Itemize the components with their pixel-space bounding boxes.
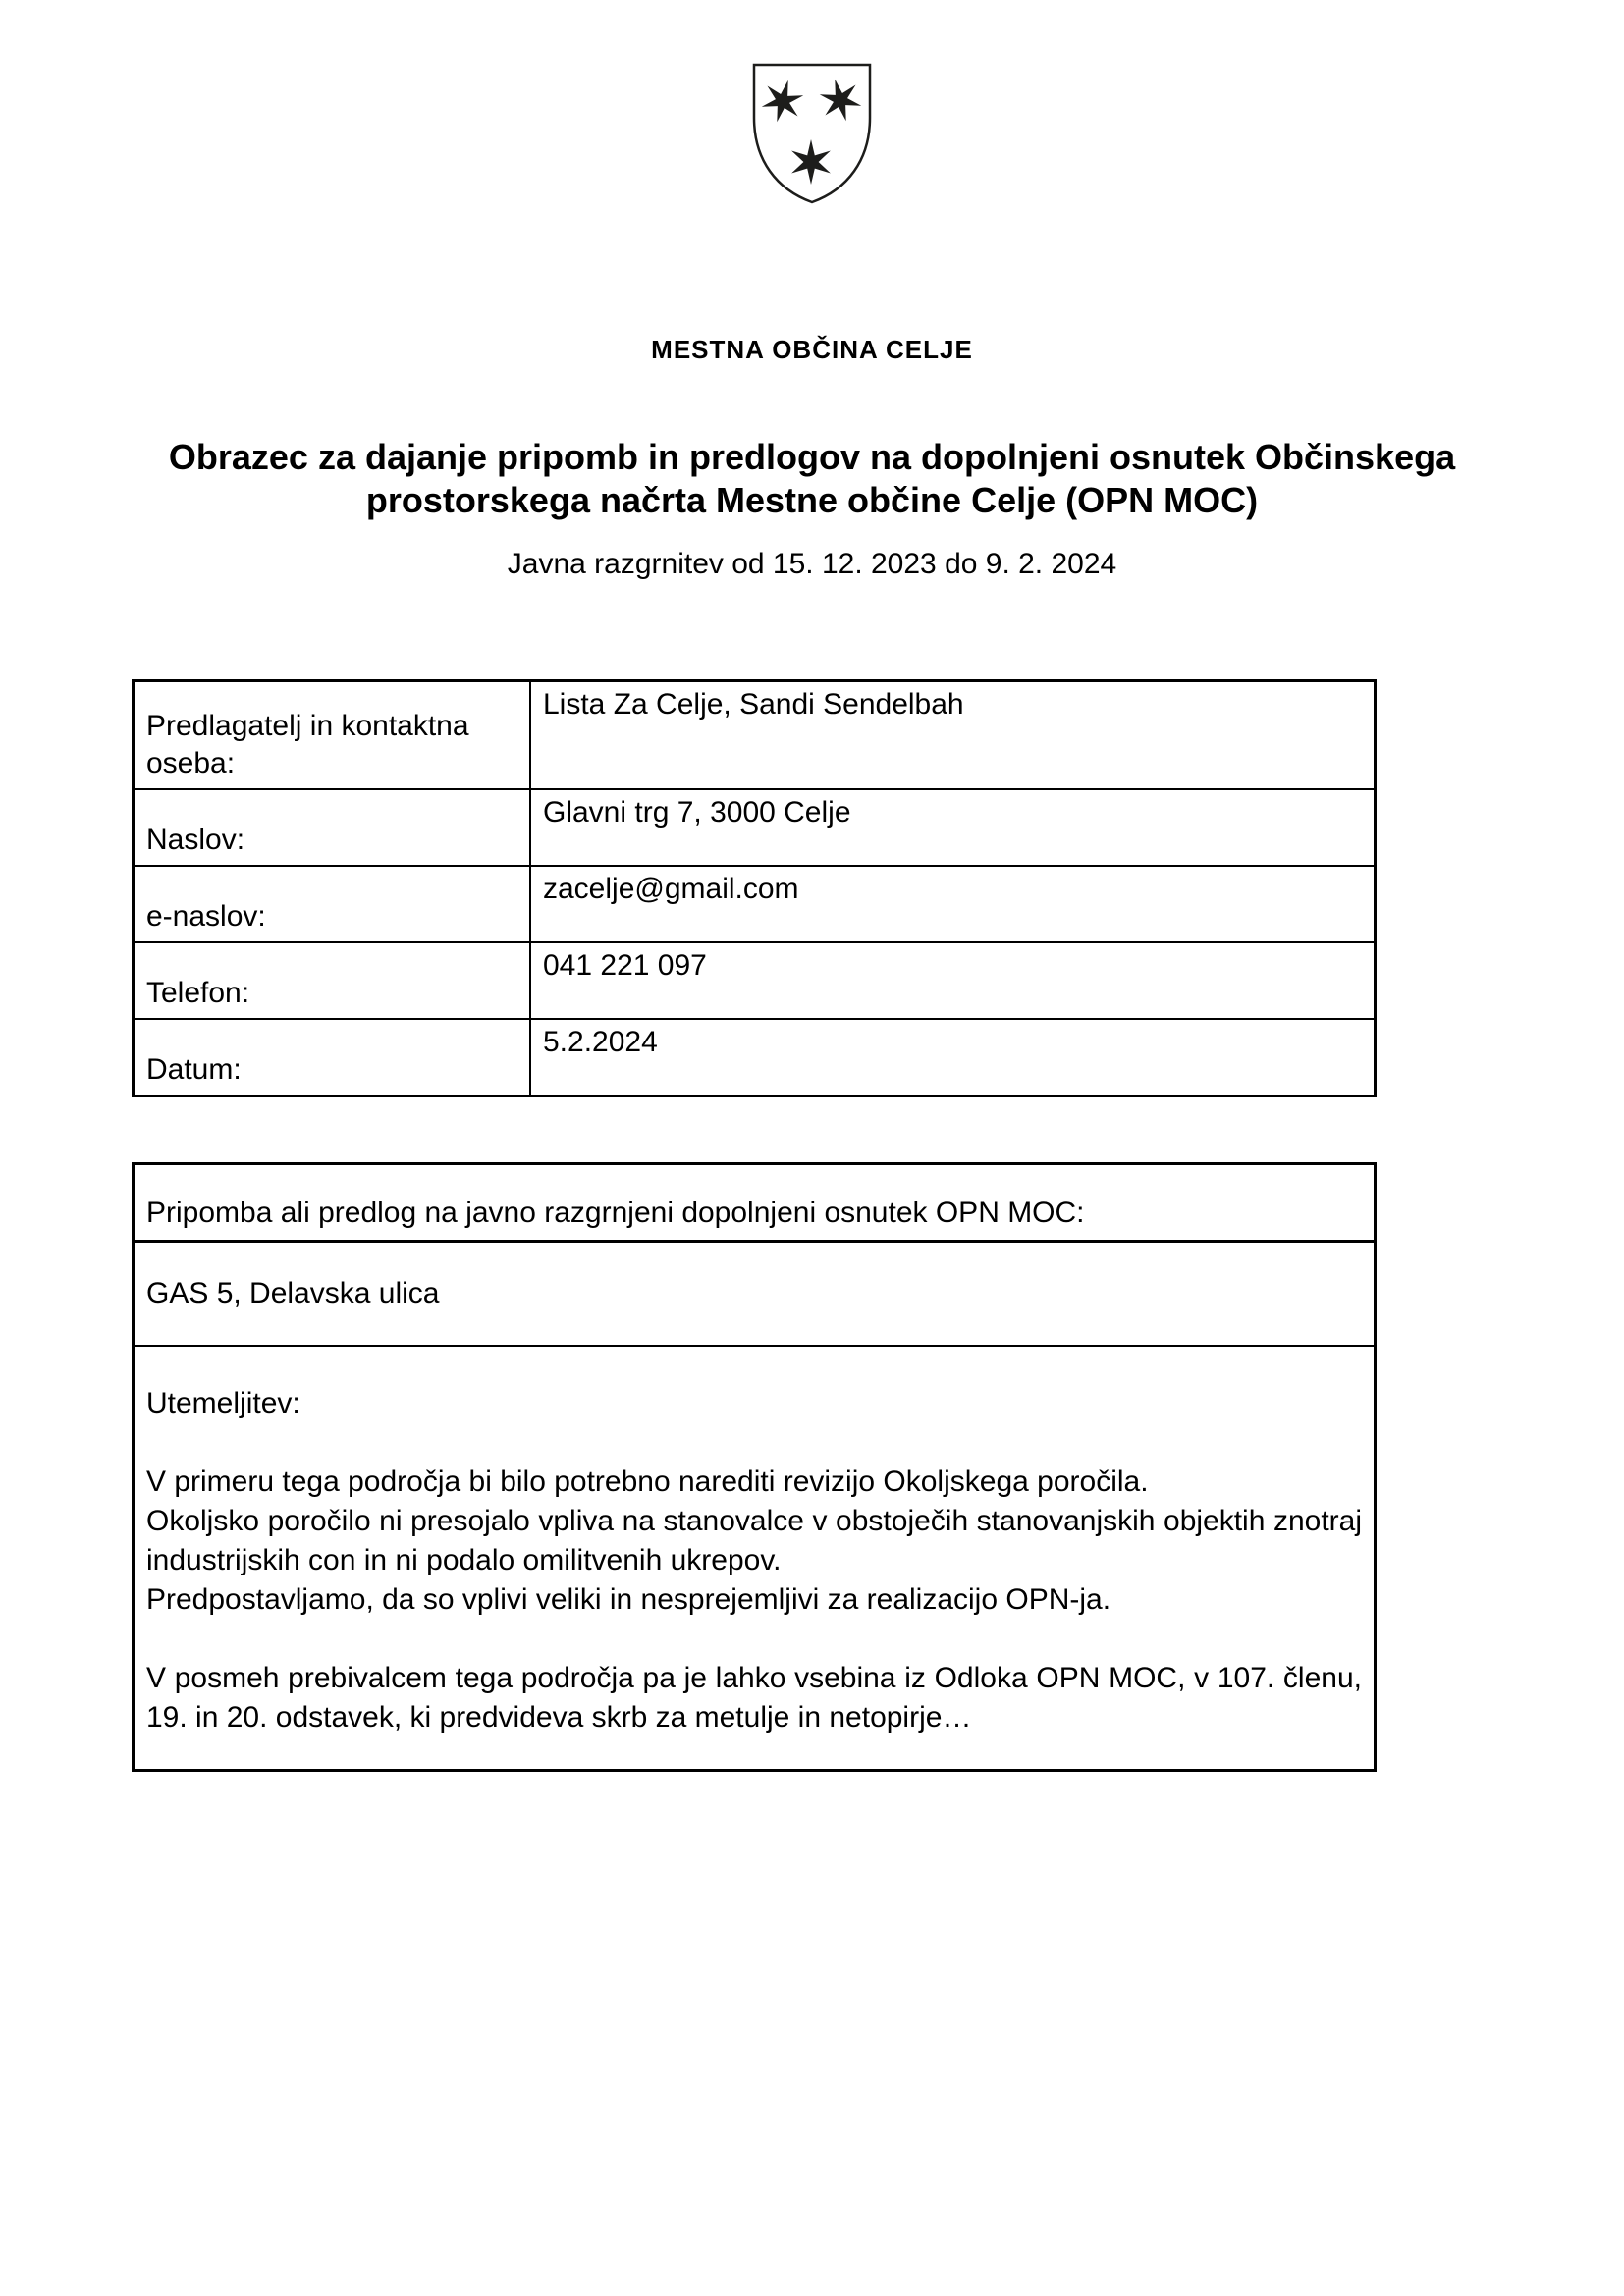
table-row [134,1019,1376,1096]
table-row [134,1242,1376,1347]
phone-label: Telefon: [134,942,531,1019]
table-row [134,866,1376,942]
justification-paragraph: Predpostavljamo, da so vplivi veliki in nesprejemljivi za realizacijo OPN-ja. [146,1583,1111,1616]
shield-icon [754,65,870,202]
table-row [134,1346,1376,1771]
closing-paragraph: V posmeh prebivalcem tega področja pa je lahko vsebina iz Odloka OPN MOC, v 107. členu, 19. in 20. odstavek, ki predvideva skrb za metulje in netopirje… [146,1662,1362,1734]
email-value: zacelje@gmail.com [530,866,1376,942]
comment-header: Pripomba ali predlog na javno razgrnjeni dopolnjeni osnutek OPN MOC: [134,1164,1376,1242]
date-label: Datum: [134,1019,531,1096]
justification-label: Utemeljitev: [146,1387,300,1419]
coat-of-arms-icon [752,63,872,205]
date-value: 5.2.2024 [530,1019,1376,1096]
comment-table [132,1162,1377,1772]
table-row [134,942,1376,1019]
justification-paragraph: V primeru tega področja bi bilo potrebno narediti revizijo Okoljskega poročila. [146,1466,1149,1498]
address-label: Naslov: [134,789,531,866]
contact-table [132,679,1377,1097]
justification-cell [134,1346,1376,1771]
table-row [134,1164,1376,1242]
page-title: Obrazec za dajanje pripomb in predlogov na dopolnjeni osnutek Občinskega prostorskega načrta Mestne občine Celje (OPN MOC) [168,437,1456,520]
address-value: Glavni trg 7, 3000 Celje [530,789,1376,866]
public-display-period: Javna razgrnitev od 15. 12. 2023 do 9. 2. 2024 [507,548,1117,580]
justification-paragraph: Okoljsko poročilo ni presojalo vpliva na stanovalce v obstoječih stanovanjskih objektih znotraj industrijskih con in ni podalo omilitvenih ukrepov. [146,1505,1362,1576]
table-row [134,789,1376,866]
table-row [134,681,1376,790]
applicant-label: Predlagatelj in kontaktna oseba: [134,681,531,790]
blank-line [146,1423,1362,1463]
blank-line [146,1620,1362,1659]
comment-subject: GAS 5, Delavska ulica [134,1242,1376,1347]
org-name: MESTNA OBČINA CELJE [651,335,973,364]
applicant-value: Lista Za Celje, Sandi Sendelbah [530,681,1376,790]
phone-value: 041 221 097 [530,942,1376,1019]
email-label: e-naslov: [134,866,531,942]
coat-of-arms [752,0,872,210]
